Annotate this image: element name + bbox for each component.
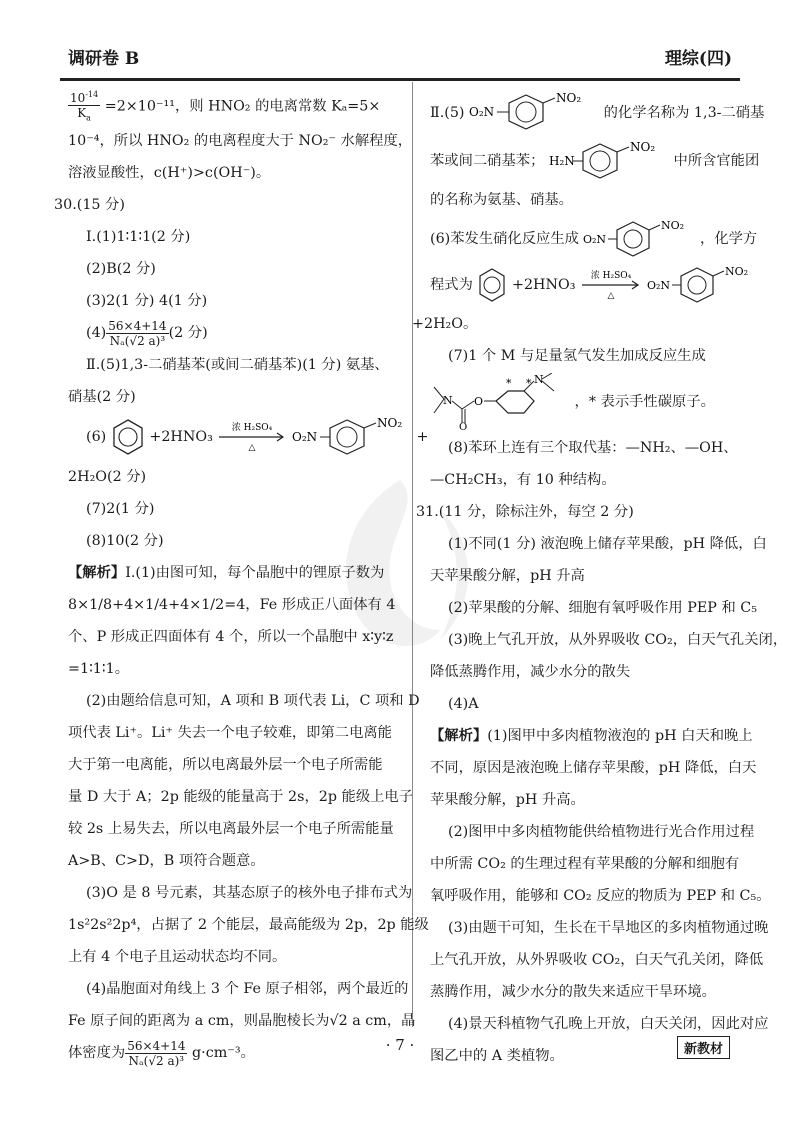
analysis-line: 8×1/8+4×1/4+4×1/2=4，Fe 形成正八面体有 4 <box>68 597 396 614</box>
svg-text:O₂N: O₂N <box>291 430 318 445</box>
analysis-line: (3)O 是 8 号元素，其基态原子的核外电子排布式为 <box>86 885 413 902</box>
svg-text:△: △ <box>607 291 615 301</box>
text-line: N O O * * N ，* 表示手性碳原子。 <box>430 372 750 432</box>
text-line: 溶液显酸性，c(H⁺)>c(OH⁻)。 <box>68 165 271 182</box>
fraction: $\frac{10^{-14}}{K_a}$ <box>70 90 99 123</box>
analysis-line: 大于第一电离能，所以电离最外层一个电子所需能 <box>68 757 383 774</box>
analysis-line: 1s²2s²2p⁴，占据了 2 个能层，最高能级为 2p，2p 能级 <box>68 917 429 934</box>
equation-line: 程式为 +2HNO₃ 浓 H₂SO₄ △ O₂N NO₂ <box>430 262 750 308</box>
right-column <box>412 88 788 1072</box>
answer-line: (2)苹果酸的分解、细胞有氧呼吸作用 PEP 和 C₅ <box>448 600 757 616</box>
dinitrobenzene-structure <box>583 217 695 261</box>
analysis-line: 上有 4 个电子且运动状态均不同。 <box>68 949 287 966</box>
dinitrobenzene-structure <box>469 90 599 136</box>
analysis-line: (2)由题给信息可知，A 项和 B 项代表 Li，C 项和 D <box>86 693 420 710</box>
svg-text:*: * <box>526 377 532 390</box>
text-line: 苯或间二硝基苯； H₂N NO₂ 中所含官能团 <box>430 138 750 184</box>
analysis-line: 中所需 CO₂ 的生理过程有苹果酸的分解和细胞有 <box>430 856 740 872</box>
page-number: · 7 · <box>385 1036 415 1054</box>
answer-line: (3)晚上气孔开放，从外界吸收 CO₂，白天气孔关闭， <box>448 632 788 648</box>
text-line: (8)苯环上连有三个取代基：—NH₂、—OH、 <box>448 440 738 456</box>
header-left: 调研卷 B <box>68 49 140 69</box>
analysis-line: =1∶1∶1。 <box>68 661 130 678</box>
question-heading: 30.(15 分) <box>54 197 125 214</box>
svg-text:NO₂: NO₂ <box>556 91 582 105</box>
answer-line: 降低蒸腾作用，减少水分的散失 <box>430 664 631 680</box>
analysis-line: 苹果酸分解，pH 升高。 <box>430 792 585 808</box>
svg-text:O₂N: O₂N <box>646 279 670 292</box>
svg-text:O₂N: O₂N <box>469 105 495 119</box>
analysis-line: (4)景天科植物气孔晚上开放，白天关闭，因此对应 <box>448 1016 769 1032</box>
answer-line: (4)A <box>448 696 479 712</box>
analysis-line: 氧呼吸作用，能够和 CO₂ 反应的物质为 PEP 和 C₅。 <box>430 888 771 904</box>
svg-text:O: O <box>459 422 468 431</box>
answer-line: 2H₂O(2 分) <box>68 469 147 486</box>
answer-line: (3)2(1 分) 4(1 分) <box>86 293 208 310</box>
svg-text:△: △ <box>248 443 256 454</box>
chiral-product-structure <box>430 373 570 431</box>
svg-text:*: * <box>506 377 512 390</box>
analysis-line: (2)图甲中多肉植物能供给植物进行光合作用过程 <box>448 824 755 840</box>
answer-line: (8)10(2 分) <box>86 533 164 550</box>
svg-text:NO₂: NO₂ <box>724 265 748 278</box>
nitroaniline-structure <box>549 139 669 183</box>
analysis-line: 个、P 形成正四面体有 4 个，所以一个晶胞中 x∶y∶z <box>68 629 394 646</box>
text-line: (6)苯发生硝化反应生成 O₂N NO₂ ，化学方 <box>430 216 750 262</box>
analysis-line: A>B、C>D，B 项符合题意。 <box>68 853 265 870</box>
reaction-arrow-icon <box>217 420 287 454</box>
benzene-icon <box>477 266 507 304</box>
text-line: $\frac{10^{-14}}{K_a}$ =2×10⁻¹¹，则 HNO₂ 的电离常数 Kₐ=5× <box>68 88 398 125</box>
answer-line: (4) $\frac{56\times 4+14}{\text{Nₐ(√2 a)³}}$ (2 分) <box>86 318 208 348</box>
analysis-line: (4)晶胞面对角线上 3 个 Fe 原子相邻，两个最近的 <box>86 981 409 998</box>
dinitrobenzene-structure <box>292 415 412 459</box>
header-right: 理综(四) <box>664 49 732 69</box>
svg-text:NO₂: NO₂ <box>629 140 656 154</box>
answer-line: Ⅱ.(5)1,3-二硝基苯(或间二硝基苯)(1 分) 氨基、 <box>86 357 389 374</box>
analysis-line: 【解析】(1)图甲中多肉植物液泡的 pH 白天和晚上 <box>430 728 753 744</box>
text-line: —CH₂CH₃，有 10 种结构。 <box>430 472 616 488</box>
svg-text:NO₂: NO₂ <box>661 219 685 232</box>
text-line: 的名称为氨基、硝基。 <box>430 192 573 208</box>
svg-text:N: N <box>534 373 544 386</box>
answer-line: 硝基(2 分) <box>68 389 136 406</box>
text-line: Ⅱ.(5) O₂N NO₂ 的化学名称为 1,3-二硝基 <box>430 88 750 138</box>
analysis-line: 图乙中的 A 类植物。 <box>430 1048 564 1064</box>
text-line: +2H₂O。 <box>412 316 478 332</box>
answer-line: 天苹果酸分解，pH 升高 <box>430 568 585 584</box>
benzene-icon <box>111 417 145 457</box>
analysis-line: 项代表 Li⁺。Li⁺ 失去一个电子较难，即第二电离能 <box>68 725 392 742</box>
analysis-line: 体密度为 $\frac{56\times 4+14}{\text{Nₐ(√2 a)³}}$ g·cm⁻³。 <box>68 1038 255 1068</box>
question-heading: 31.(11 分，除标注外，每空 2 分) <box>416 504 634 520</box>
left-column <box>54 88 429 1069</box>
analysis-line: 上气孔开放，从外界吸收 CO₂，白天气孔关闭，降低 <box>430 952 764 968</box>
reaction-arrow-icon <box>580 268 642 302</box>
dinitrobenzene-structure <box>647 263 757 307</box>
edition-badge: 新教材 <box>677 1036 730 1059</box>
analysis-line: 量 D 大于 A；2p 能级的能量高于 2s，2p 能级上电子 <box>68 789 414 806</box>
svg-text:H₂N: H₂N <box>548 154 575 168</box>
answer-line: (2)B(2 分) <box>86 261 156 278</box>
analysis-line: 较 2s 上易失去，所以电离最外层一个电子所需能量 <box>68 821 394 838</box>
text-line: 10⁻⁴，所以 HNO₂ 的电离程度大于 NO₂⁻ 水解程度， <box>68 133 413 150</box>
svg-text:N: N <box>443 394 453 407</box>
svg-text:浓 H₂SO₄: 浓 H₂SO₄ <box>232 423 273 434</box>
answer-line: (7)2(1 分) <box>86 501 155 518</box>
answer-line: (1)不同(1 分) 液泡晚上储存苹果酸，pH 降低，白 <box>448 536 767 552</box>
header-rule <box>60 78 740 81</box>
answer-line: Ⅰ.(1)1∶1∶1(2 分) <box>86 229 191 246</box>
text-line: (7)1 个 M 与足量氢气发生加成反应生成 <box>448 348 706 364</box>
svg-text:O₂N: O₂N <box>583 233 607 246</box>
analysis-line: 不同，原因是液泡晚上储存苹果酸，pH 降低，白天 <box>430 760 757 776</box>
analysis-line: 【解析】Ⅰ.(1)由图可知，每个晶胞中的锂原子数为 <box>68 565 385 582</box>
analysis-line: 蒸腾作用，减少水分的散失来适应干旱环境。 <box>430 984 716 1000</box>
svg-text:浓 H₂SO₄: 浓 H₂SO₄ <box>590 271 632 281</box>
analysis-line: (3)由题干可知，生长在干旱地区的多肉植物通过晚 <box>448 920 769 936</box>
equation-line: (6) +2HNO₃ 浓 H₂SO₄ △ O₂N NO₂ + <box>68 413 398 461</box>
svg-text:O: O <box>474 395 484 408</box>
svg-text:NO₂: NO₂ <box>376 416 403 431</box>
analysis-line: Fe 原子间的距离为 a cm，则晶胞棱长为√2 a cm，晶 <box>68 1013 416 1030</box>
